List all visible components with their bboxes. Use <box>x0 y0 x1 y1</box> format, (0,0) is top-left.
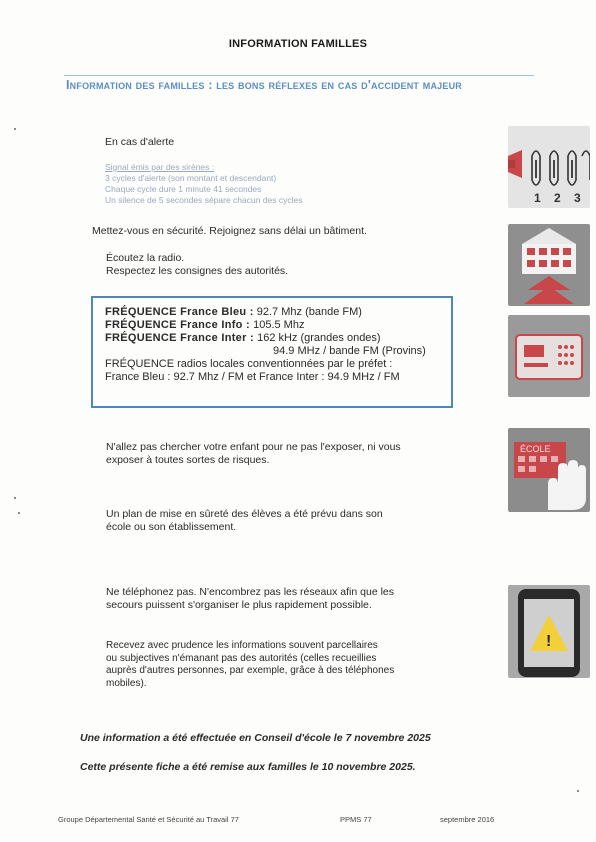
freq-prefect-values: France Bleu : 92.7 Mhz / FM et France Inter : 94.9 MHz / FM <box>105 371 400 383</box>
phone-warning-icon <box>508 585 590 678</box>
child-instruction <box>106 441 401 467</box>
freq-value: 92.7 Mhz (bande FM) <box>256 306 362 318</box>
siren-cycles-icon <box>508 126 590 208</box>
plan-line-1: Un plan de mise en sûreté des élèves a été prévu dans son <box>106 508 383 520</box>
signal-line: Chaque cycle dure 1 minute 41 secondes <box>105 184 262 194</box>
radio-line-1: Écoutez la radio. <box>106 252 185 264</box>
freq-france-inter-fm: 94.9 MHz / bande FM (Provins) <box>273 345 426 357</box>
child-line-1: N'allez pas chercher votre enfant pour ne pas l'exposer, ni vous <box>106 441 401 453</box>
warning-exclamation: ! <box>546 633 552 650</box>
title-rule <box>64 75 534 76</box>
shelter-building-icon <box>508 224 590 306</box>
footer-date: septembre 2016 <box>440 815 495 824</box>
conseil-note: Une information a été effectuée en Conseil d'école le 7 novembre 2025 <box>80 732 431 744</box>
shelter-instruction: Mettez-vous en sécurité. Rejoignez sans délai un bâtiment. <box>92 225 367 237</box>
freq-label: FRÉQUENCE France Inter : <box>105 332 255 344</box>
alert-title: En cas d'alerte <box>105 136 175 148</box>
radio-icon <box>508 315 590 397</box>
page-header-title: INFORMATION FAMILLES <box>228 38 368 50</box>
plan-line-2: école ou son établissement. <box>106 521 237 533</box>
scan-speck <box>577 790 579 792</box>
child-line-2: exposer à toutes sortes de risques. <box>106 454 270 466</box>
scan-speck <box>18 512 20 514</box>
phone-line-1: Ne téléphonez pas. N'encombrez pas les réseaux afin que les <box>106 586 395 598</box>
signal-line: Un silence de 5 secondes sépare chacun des cycles <box>105 195 303 205</box>
info-line-1: Recevez avec prudence les informations souvent parcellaires <box>106 640 378 651</box>
freq-label: FRÉQUENCE France Info : <box>105 319 251 331</box>
remise-note: Cette présente fiche a été remise aux familles le 10 novembre 2025. <box>80 761 416 773</box>
radio-instructions <box>106 252 288 278</box>
info-line-2: ou subjectives n'émanant pas des autorités (celles recueillies <box>106 652 377 664</box>
siren-label: 2 <box>554 191 561 205</box>
scan-speck <box>14 497 16 499</box>
freq-france-bleu <box>105 306 441 319</box>
freq-label: FRÉQUENCE France Bleu : <box>105 306 254 318</box>
section-title: Information des familles : les bons réflexes en cas d'accident majeur <box>66 78 462 92</box>
freq-value: 162 kHz (grandes ondes) <box>257 332 381 344</box>
info-line-4: mobiles). <box>106 677 147 689</box>
footer-organization: Groupe Départemental Santé et Sécurité au Travail 77 <box>58 815 239 824</box>
freq-prefect-line: FRÉQUENCE radios locales conventionnées par le préfet : <box>105 358 393 370</box>
freq-france-info <box>105 319 441 332</box>
radio-line-2: Respectez les consignes des autorités. <box>106 265 289 277</box>
signal-heading: Signal émis par des sirènes : <box>105 162 215 172</box>
siren-label: 1 <box>534 191 541 205</box>
school-label: ÉCOLE <box>520 444 551 454</box>
safety-plan-text <box>106 508 383 534</box>
signal-line: 3 cycles d'alerte (son montant et descendant) <box>105 173 277 183</box>
frequency-box <box>91 296 453 408</box>
school-hand-icon <box>508 428 590 512</box>
freq-france-inter <box>105 332 441 345</box>
footer-ppms: PPMS 77 <box>340 815 372 824</box>
phone-line-2: secours puissent s'organiser le plus rapidement possible. <box>106 599 372 611</box>
phone-instruction <box>106 586 394 612</box>
information-caution-text <box>106 640 394 690</box>
scan-speck <box>14 128 16 130</box>
siren-signal-block <box>105 162 345 206</box>
siren-label: 3 <box>574 191 581 205</box>
info-line-3: auprès d'autres personnes, par exemple, grâce à des téléphones <box>106 665 395 676</box>
freq-value: 105.5 Mhz <box>253 319 305 331</box>
